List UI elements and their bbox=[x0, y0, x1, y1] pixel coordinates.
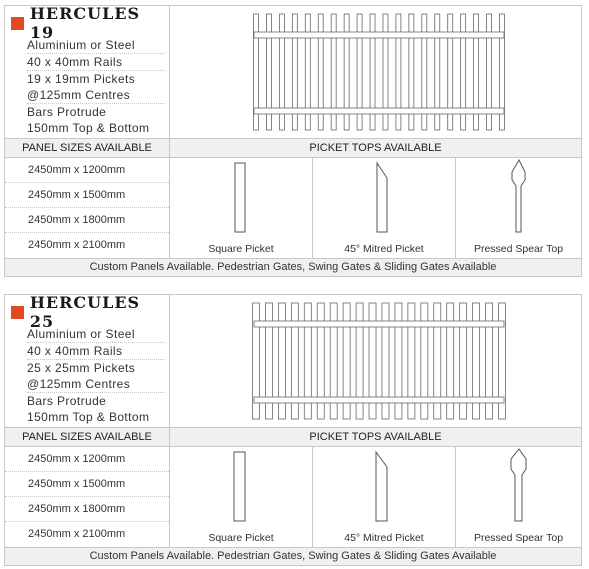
fence-rail-bottom bbox=[254, 108, 504, 114]
hercules-19-panel bbox=[4, 5, 582, 277]
spec-item: 40 x 40mm Rails bbox=[27, 54, 165, 71]
hercules-25-panel bbox=[4, 294, 582, 566]
spec-list bbox=[5, 6, 170, 138]
product-title-row bbox=[11, 4, 169, 42]
square-picket-cell bbox=[170, 447, 313, 547]
spec-list bbox=[5, 295, 170, 427]
picket-top-label: Square Picket bbox=[208, 243, 274, 255]
mitred-picket-cell bbox=[313, 158, 456, 258]
spear-top-cell bbox=[456, 447, 581, 547]
panel-size-item: 2450mm x 2100mm bbox=[28, 528, 126, 540]
fence-rail-bottom bbox=[254, 397, 504, 403]
panel-size-item: 2450mm x 1200mm bbox=[5, 447, 169, 472]
picket-tops-header: PICKET TOPS AVAILABLE bbox=[309, 142, 442, 154]
picket-tops bbox=[170, 447, 581, 547]
spec-item: Bars Protrude bbox=[27, 394, 107, 408]
fence-rail-top bbox=[254, 321, 504, 327]
spec-item: @125mm Centres bbox=[27, 87, 165, 104]
spec-item: Aluminium or Steel bbox=[27, 326, 165, 343]
title-marker-icon bbox=[11, 306, 24, 319]
product-title: HERCULES 25 bbox=[29, 293, 141, 331]
panel-sizes-header: PANEL SIZES AVAILABLE bbox=[5, 428, 170, 446]
mitred-picket-cell bbox=[313, 447, 456, 547]
product-title: HERCULES 19 bbox=[29, 4, 141, 42]
panel-sizes-header: PANEL SIZES AVAILABLE bbox=[5, 139, 170, 157]
picket-tops bbox=[170, 158, 581, 258]
square-picket-cell bbox=[170, 158, 313, 258]
panel-sizes-list bbox=[5, 447, 170, 547]
picket-tops-header: PICKET TOPS AVAILABLE bbox=[309, 431, 442, 443]
picket-top-label: 45° Mitred Picket bbox=[344, 243, 424, 255]
panel-size-item: 2450mm x 1800mm bbox=[5, 208, 169, 233]
spec-item: 19 x 19mm Pickets bbox=[27, 72, 136, 86]
panel-sizes-list bbox=[5, 158, 170, 258]
spear-top-cell bbox=[456, 158, 581, 258]
panel-size-item: 2450mm x 1800mm bbox=[5, 497, 169, 522]
spec-item: 40 x 40mm Rails bbox=[27, 343, 165, 360]
availability-note: Custom Panels Available. Pedestrian Gates, Swing Gates & Sliding Gates Available bbox=[5, 547, 581, 565]
availability-note: Custom Panels Available. Pedestrian Gates, Swing Gates & Sliding Gates Available bbox=[5, 258, 581, 276]
spec-item: @125mm Centres bbox=[27, 376, 165, 393]
picket-top-label: 45° Mitred Picket bbox=[344, 532, 424, 544]
table-header bbox=[5, 138, 581, 158]
panel-size-item: 2450mm x 1500mm bbox=[5, 183, 169, 208]
spec-item: Bars Protrude bbox=[27, 105, 107, 119]
fence-rail-top bbox=[254, 32, 504, 38]
table-header bbox=[5, 427, 581, 447]
fence-panel-drawing bbox=[170, 295, 581, 427]
fence-panel-drawing bbox=[170, 6, 581, 138]
panel-size-item: 2450mm x 1500mm bbox=[5, 472, 169, 497]
picket-top-label: Pressed Spear Top bbox=[473, 243, 564, 255]
product-title-row bbox=[11, 293, 169, 331]
panel-size-item: 2450mm x 1200mm bbox=[5, 158, 169, 183]
spec-item: 150mm Top & Bottom bbox=[27, 410, 150, 424]
picket-top-label: Square Picket bbox=[208, 532, 274, 544]
spec-item: 25 x 25mm Pickets bbox=[27, 361, 136, 375]
spec-item: Aluminium or Steel bbox=[27, 37, 165, 54]
title-marker-icon bbox=[11, 17, 24, 30]
panel-size-item: 2450mm x 2100mm bbox=[28, 239, 126, 251]
spec-item: 150mm Top & Bottom bbox=[27, 121, 150, 135]
picket-top-label: Pressed Spear Top bbox=[473, 532, 564, 544]
